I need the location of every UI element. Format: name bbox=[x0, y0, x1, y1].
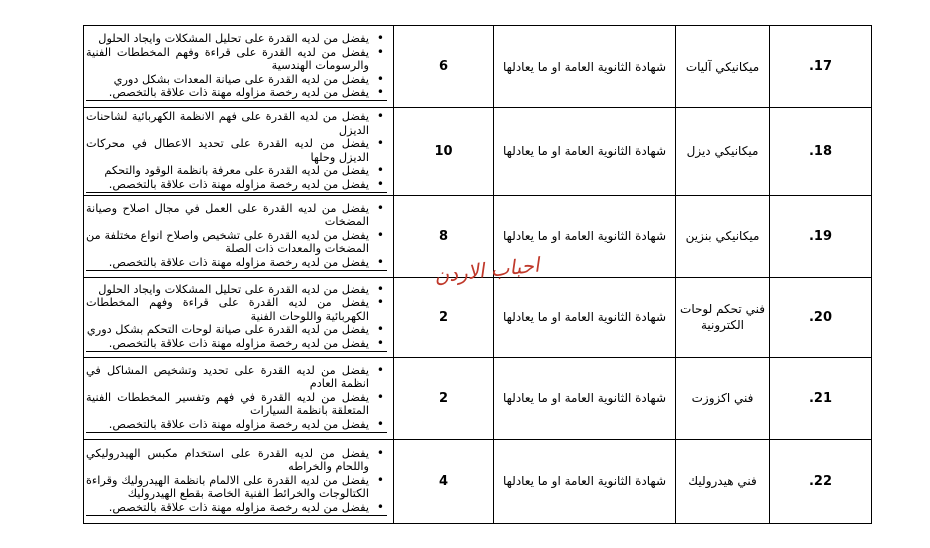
requirement-item: • يفضل من لديه القدرة على تحليل المشكلات وايجاد الحلول bbox=[86, 32, 387, 46]
requirements-cell bbox=[84, 26, 394, 108]
qualification-cell: شهادة الثانوية العامة او ما يعادلها bbox=[494, 357, 676, 439]
job-title-cell: ميكانيكي آليات bbox=[676, 26, 770, 108]
requirements-cell bbox=[84, 357, 394, 439]
count-cell: 2 bbox=[394, 357, 494, 439]
requirement-item: • يفضل من لديه القدرة على صيانة المعدات بشكل دوري bbox=[86, 73, 387, 87]
table-row bbox=[84, 108, 872, 196]
requirement-item: • يفضل من لديه القدرة في فهم وتفسير المخططات الفنية المتعلقة بانظمة السيارات bbox=[86, 391, 387, 418]
requirement-item: • يفضل من لديه القدرة على فهم الانظمة الكهربائية لشاحنات الديزل bbox=[86, 110, 387, 137]
qualification-cell: شهادة الثانوية العامة او ما يعادلها bbox=[494, 108, 676, 196]
watermark: احباب الاردن bbox=[433, 252, 541, 288]
qualification-cell: شهادة الثانوية العامة او ما يعادلها bbox=[494, 26, 676, 108]
requirement-item: • يفضل من لديه القدرة على تحديد وتشخيص المشاكل في انظمة العادم bbox=[86, 364, 387, 391]
requirements-cell bbox=[84, 108, 394, 196]
qualification-cell: شهادة الثانوية العامة او ما يعادلها bbox=[494, 277, 676, 357]
qualification-cell: شهادة الثانوية العامة او ما يعادلها bbox=[494, 195, 676, 277]
table-row bbox=[84, 439, 872, 523]
count-cell: 2 bbox=[394, 277, 494, 357]
requirement-item: • يفضل من لديه القدرة على صيانة لوحات التحكم بشكل دوري bbox=[86, 323, 387, 337]
requirements-list bbox=[86, 202, 387, 271]
requirement-item: • يفضل من لديه القدرة على قراءة وفهم المخططات الكهربائية واللوحات الفنية bbox=[86, 296, 387, 323]
requirement-item: • يفضل من لديه القدرة على تشخيص واصلاح انواع مختلفة من المضخات والمعدات ذات الصلة bbox=[86, 229, 387, 256]
job-title-cell: فني هيدروليك bbox=[676, 439, 770, 523]
row-number-cell: 19. bbox=[770, 195, 872, 277]
table-row bbox=[84, 277, 872, 357]
requirements-list bbox=[86, 110, 387, 193]
job-title-cell: فني تحكم لوحات الكترونية bbox=[676, 277, 770, 357]
row-number-cell: 20. bbox=[770, 277, 872, 357]
qualification-cell: شهادة الثانوية العامة او ما يعادلها bbox=[494, 439, 676, 523]
row-number-cell: 22. bbox=[770, 439, 872, 523]
count-cell: 10 bbox=[394, 108, 494, 196]
requirement-item: • يفضل من لديه القدرة على تحليل المشكلات وايجاد الحلول bbox=[86, 283, 387, 297]
requirement-item: • يفضل من لديه رخصة مزاوله مهنة ذات علاقة بالتخصص. bbox=[86, 256, 387, 271]
requirement-item: • يفضل من لديه رخصة مزاوله مهنة ذات علاقة بالتخصص. bbox=[86, 86, 387, 101]
requirements-list bbox=[86, 283, 387, 352]
requirements-cell bbox=[84, 439, 394, 523]
table-row bbox=[84, 26, 872, 108]
row-number-cell: 18. bbox=[770, 108, 872, 196]
row-number-cell: 21. bbox=[770, 357, 872, 439]
requirements-cell bbox=[84, 195, 394, 277]
requirement-item: • يفضل من لديه رخصة مزاوله مهنة ذات علاقة بالتخصص. bbox=[86, 501, 387, 516]
requirement-item: • يفضل من لديه القدرة على معرفة بانظمة الوقود والتحكم bbox=[86, 164, 387, 178]
requirement-item: • يفضل من لديه رخصة مزاوله مهنة ذات علاقة بالتخصص. bbox=[86, 178, 387, 193]
job-title-cell: فني اكزوزت bbox=[676, 357, 770, 439]
job-title-cell: ميكانيكي ديزل bbox=[676, 108, 770, 196]
requirements-list bbox=[86, 364, 387, 433]
count-cell: 6 bbox=[394, 26, 494, 108]
count-cell: 4 bbox=[394, 439, 494, 523]
requirement-item: • يفضل من لديه رخصة مزاوله مهنة ذات علاقة بالتخصص. bbox=[86, 418, 387, 433]
job-title-cell: ميكانيكي بنزين bbox=[676, 195, 770, 277]
table-row bbox=[84, 357, 872, 439]
requirement-item: • يفضل من لديه القدرة على قراءة وفهم المخططات الفنية والرسومات الهندسية bbox=[86, 46, 387, 73]
requirement-item: • يفضل من لديه القدرة على تحديد الاعطال في محركات الديزل وحلها bbox=[86, 137, 387, 164]
requirement-item: • يفضل من لديه القدرة على الالمام بانظمة الهيدروليك وقراءة الكتالوجات والخرائط الفنية الخاصة بقطع الهيدروليك bbox=[86, 474, 387, 501]
requirement-item: • يفضل من لديه القدرة على استخدام مكبس الهيدروليكي واللحام والخراطه bbox=[86, 447, 387, 474]
requirements-list bbox=[86, 32, 387, 101]
requirements-cell bbox=[84, 277, 394, 357]
count-cell: 8 bbox=[394, 195, 494, 277]
requirement-item: • يفضل من لديه القدرة على العمل في مجال اصلاح وصيانة المضخات bbox=[86, 202, 387, 229]
requirements-list bbox=[86, 447, 387, 516]
row-number-cell: 17. bbox=[770, 26, 872, 108]
requirement-item: • يفضل من لديه رخصة مزاوله مهنة ذات علاقة بالتخصص. bbox=[86, 337, 387, 352]
